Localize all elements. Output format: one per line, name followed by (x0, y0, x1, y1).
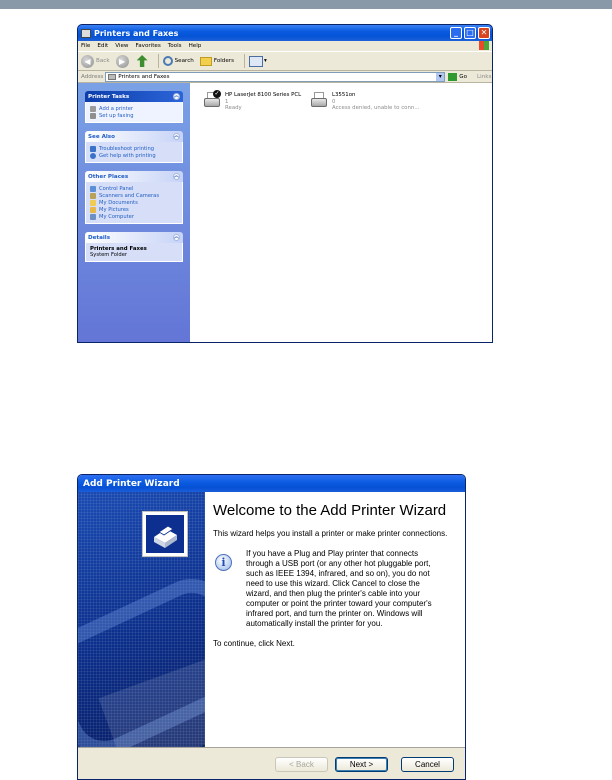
printer-tasks-body (85, 102, 183, 123)
back-label: Back (96, 58, 110, 64)
details-type: System Folder (90, 252, 128, 258)
printer-item-l3551on[interactable] (309, 92, 419, 112)
group-title: Other Places (88, 173, 129, 180)
standard-toolbar (78, 51, 492, 71)
back-button[interactable] (81, 55, 110, 68)
wizard-content (205, 492, 459, 747)
address-value: Printers and Faxes (118, 73, 170, 80)
printer-status: Ready (225, 105, 242, 111)
link-troubleshoot-printing[interactable] (90, 145, 178, 152)
menu-view[interactable]: View (115, 43, 129, 49)
help-icon (90, 153, 96, 159)
link-label: Get help with printing (99, 152, 156, 159)
views-button[interactable] (249, 56, 267, 67)
menu-edit[interactable]: Edit (97, 43, 109, 49)
place-my-computer[interactable] (90, 213, 178, 220)
window-title: Printers and Faxes (94, 28, 179, 38)
place-my-documents[interactable] (90, 199, 178, 206)
details-body (85, 243, 183, 262)
address-label: Address (81, 73, 104, 80)
see-also-header[interactable] (85, 131, 183, 142)
other-places-group (85, 171, 183, 224)
printer-tasks-header[interactable] (85, 91, 183, 102)
go-arrow-icon (448, 73, 457, 81)
views-icon (249, 56, 263, 67)
folder-icon (90, 200, 96, 206)
wizard-side-banner (78, 492, 205, 747)
back-arrow-icon: ◀ (81, 55, 94, 68)
menu-file[interactable]: File (81, 43, 91, 49)
chevron-down-icon[interactable]: ▾ (436, 73, 444, 81)
place-my-pictures[interactable] (90, 206, 178, 213)
printers-and-faxes-window (77, 24, 493, 343)
chevron-down-icon: ▾ (264, 58, 267, 64)
link-label: Troubleshoot printing (99, 145, 155, 152)
go-label: Go (459, 73, 468, 80)
folders-button[interactable] (200, 57, 234, 66)
menu-bar (78, 41, 492, 51)
wizard-titlebar[interactable] (78, 475, 465, 492)
printer-name: HP LaserJet 8100 Series PCL (225, 92, 302, 98)
pictures-folder-icon (90, 207, 96, 213)
wizard-info-text: If you have a Plug and Play printer that connects through a USB port (or any other hot pluggable port, such as IEEE 1394, infrared, and so on), you do not need to use this wizard. Click Cancel to close the wizard, and then plug the printer's cable into your computer or point the printer toward your computer's infrared port, and turn the printer on. Windows will automatically install the printer for you. (246, 549, 432, 628)
see-also-body (85, 142, 183, 163)
wizard-title: Add Printer Wizard (83, 478, 180, 489)
file-pane (190, 83, 492, 343)
camera-icon (90, 193, 96, 199)
task-label: Add a printer (99, 105, 134, 112)
default-checkmark-icon: ✓ (214, 90, 220, 97)
place-label: Control Panel (99, 185, 134, 192)
go-button[interactable] (448, 73, 467, 81)
fax-icon (90, 113, 96, 119)
collapse-chevron-icon[interactable]: ︽ (174, 234, 180, 240)
forward-arrow-icon: ▶ (116, 55, 129, 68)
details-header[interactable] (85, 232, 183, 243)
folders-label: Folders (213, 58, 235, 64)
help-icon (90, 146, 96, 152)
add-printer-icon (90, 106, 96, 112)
menu-favorites[interactable]: Favorites (135, 43, 161, 49)
group-title: See Also (88, 133, 115, 140)
printer-folder-icon (81, 29, 91, 38)
wizard-continue-text: To continue, click Next. (213, 639, 295, 648)
wizard-body (78, 492, 465, 747)
task-add-printer[interactable] (90, 105, 178, 112)
printer-status: Access denied, unable to conn... (332, 105, 420, 111)
place-label: Scanners and Cameras (99, 192, 160, 199)
cancel-button[interactable]: Cancel (401, 757, 454, 772)
next-button[interactable]: Next > (335, 757, 388, 772)
printer-folder-icon (108, 74, 116, 80)
group-title: Details (88, 234, 111, 241)
task-pane (78, 83, 190, 343)
window-content (78, 83, 492, 343)
wizard-info-block (213, 549, 447, 639)
printer-tasks-group (85, 91, 183, 123)
details-group (85, 232, 183, 262)
close-button[interactable]: ✕ (478, 27, 490, 39)
collapse-chevron-icon[interactable]: ︽ (174, 93, 180, 99)
details-name: Printers and Faxes (90, 246, 147, 252)
forward-button[interactable] (116, 55, 131, 68)
add-printer-wizard-dialog (77, 474, 466, 780)
control-panel-icon (90, 186, 96, 192)
place-scanners-cameras[interactable] (90, 192, 178, 199)
place-label: My Computer (99, 213, 134, 220)
other-places-header[interactable] (85, 171, 183, 182)
collapse-chevron-icon[interactable]: ︽ (174, 173, 180, 179)
place-control-panel[interactable] (90, 185, 178, 192)
printer-name: L3551on (332, 92, 356, 98)
printer-doc-count: 1 (225, 98, 229, 105)
printer-icon (309, 92, 329, 112)
task-label: Set up faxing (99, 112, 134, 119)
see-also-group (85, 131, 183, 163)
windows-logo-icon (479, 41, 489, 50)
link-get-help-printing[interactable] (90, 152, 178, 159)
place-label: My Documents (99, 199, 138, 206)
search-icon (163, 56, 173, 66)
page-header-bar (0, 0, 612, 9)
maximize-button[interactable]: □ (464, 27, 476, 39)
wizard-heading: Welcome to the Add Printer Wizard (213, 502, 447, 519)
printer-icon (202, 92, 222, 112)
minimize-button[interactable]: _ (450, 27, 462, 39)
task-setup-faxing[interactable] (90, 112, 178, 119)
wizard-intro: This wizard helps you install a printer or make printer connections. (213, 529, 448, 538)
toolbar-separator (158, 54, 159, 68)
collapse-chevron-icon[interactable]: ︽ (174, 133, 180, 139)
menu-tools[interactable]: Tools (167, 43, 182, 49)
links-button[interactable]: Links (477, 73, 492, 80)
place-label: My Pictures (99, 206, 129, 213)
back-button[interactable]: < Back (275, 757, 328, 772)
up-folder-icon[interactable] (137, 55, 148, 67)
address-field[interactable] (105, 72, 445, 82)
search-label: Search (174, 58, 194, 64)
toolbar-separator (244, 54, 245, 68)
folder-icon (200, 57, 212, 66)
address-bar (78, 71, 492, 83)
menu-help[interactable]: Help (188, 43, 202, 49)
wizard-button-bar (78, 747, 465, 780)
printer-wizard-icon (142, 511, 188, 557)
group-title: Printer Tasks (88, 93, 130, 100)
computer-icon (90, 214, 96, 220)
printer-doc-count: 0 (332, 98, 336, 105)
search-button[interactable] (163, 56, 194, 66)
other-places-body (85, 182, 183, 224)
printer-item-hp-laserjet[interactable] (202, 92, 301, 112)
window-titlebar[interactable] (78, 25, 492, 41)
info-icon: i (215, 554, 232, 571)
